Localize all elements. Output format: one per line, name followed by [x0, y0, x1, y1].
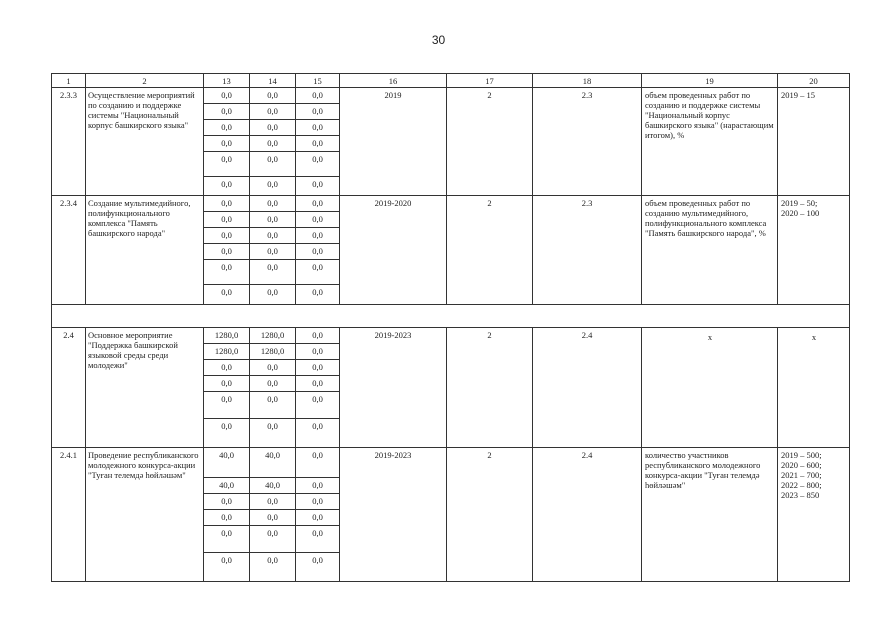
col-header: 13	[204, 74, 250, 88]
funding-value: 0,0	[250, 104, 295, 120]
funding-column-15	[296, 196, 340, 305]
funding-value: 0,0	[250, 136, 295, 152]
row-name: Создание мультимедийного, полифункционального комплекса "Память башкирского народа"	[86, 196, 204, 305]
funding-value: 0,0	[250, 244, 295, 260]
funding-value: 0,0	[204, 392, 249, 419]
funding-value: 0,0	[221, 179, 232, 189]
row-indicator: объем проведенных работ по созданию и поддержке системы "Национальный корпус башкирского языка" (нарастающим итогом), %	[642, 88, 778, 196]
funding-column-15	[296, 328, 340, 448]
header-row	[52, 74, 850, 88]
spacer-row	[52, 305, 850, 328]
row-col17: 2	[447, 88, 533, 196]
funding-value: 0,0	[296, 104, 339, 120]
funding-value: 40,0	[250, 478, 295, 494]
funding-value: 0,0	[250, 196, 295, 212]
row-name: Осуществление мероприятий по созданию и поддержке системы "Национальный корпус башкирского языка"	[86, 88, 204, 196]
row-years: 2019-2020	[340, 196, 447, 305]
funding-value: 0,0	[204, 526, 249, 553]
funding-value: 0,0	[250, 510, 295, 526]
col-header: 14	[250, 74, 296, 88]
funding-value: 0,0	[204, 360, 249, 376]
funding-value: 0,0	[204, 510, 249, 526]
funding-value: 0,0	[296, 152, 339, 177]
row-target-values: х	[778, 328, 850, 448]
funding-value: 0,0	[204, 88, 249, 104]
col-header: 16	[340, 74, 447, 88]
funding-value: 0,0	[296, 392, 339, 419]
funding-value: 0,0	[296, 228, 339, 244]
row-years: 2019-2023	[340, 448, 447, 582]
funding-value: 1280,0	[250, 328, 295, 344]
funding-value: 0,0	[296, 88, 339, 104]
funding-value: 0,0	[296, 360, 339, 376]
col-header: 19	[642, 74, 778, 88]
funding-column-14	[250, 196, 296, 305]
funding-value: 0,0	[296, 328, 339, 344]
col-header: 2	[86, 74, 204, 88]
col-header: 1	[52, 74, 86, 88]
funding-value: 40,0	[204, 448, 249, 478]
funding-column-13	[204, 196, 250, 305]
funding-value: 0,0	[296, 120, 339, 136]
funding-column-14	[250, 448, 296, 582]
row-indicator: объем проведенных работ по созданию мультимедийного, полифункционального комплекса "Память башкирского народа", %	[642, 196, 778, 305]
row-name: Основное мероприятие "Поддержка башкирской языковой среды среди молодежи"	[86, 328, 204, 448]
funding-column-13	[204, 328, 250, 448]
funding-value: 0,0	[204, 212, 249, 228]
funding-value: 0,0	[296, 196, 339, 212]
table-row	[52, 448, 850, 582]
funding-value: 0,0	[204, 376, 249, 392]
funding-value: 0,0	[267, 555, 278, 565]
row-indicator: х	[642, 328, 778, 448]
funding-value: 0,0	[250, 526, 295, 553]
row-col18: 2.3	[533, 88, 642, 196]
funding-column-14	[250, 88, 296, 196]
row-indicator: количество участников республиканского молодежного конкурса-акции "Туған телемдә һөйләшәм"	[642, 448, 778, 582]
funding-value: 0,0	[296, 260, 339, 285]
funding-value: 0,0	[204, 152, 249, 177]
funding-value: 0,0	[267, 421, 278, 431]
funding-value: 0,0	[204, 136, 249, 152]
funding-value: 0,0	[312, 179, 323, 189]
funding-value: 0,0	[296, 526, 339, 553]
funding-value: 0,0	[204, 120, 249, 136]
table-row	[52, 88, 850, 196]
funding-value: 0,0	[250, 88, 295, 104]
funding-column-13	[204, 88, 250, 196]
table-row	[52, 196, 850, 305]
funding-value: 0,0	[312, 421, 323, 431]
row-col18: 2.3	[533, 196, 642, 305]
row-col17: 2	[447, 328, 533, 448]
funding-value: 0,0	[221, 287, 232, 297]
row-col18: 2.4	[533, 328, 642, 448]
row-col17: 2	[447, 196, 533, 305]
row-col17: 2	[447, 448, 533, 582]
funding-value: 0,0	[250, 228, 295, 244]
funding-column-15	[296, 88, 340, 196]
row-target-values: 2019 – 50; 2020 – 100	[778, 196, 850, 305]
col-header: 15	[296, 74, 340, 88]
funding-value: 0,0	[267, 179, 278, 189]
col-header: 20	[778, 74, 850, 88]
funding-value: 0,0	[204, 228, 249, 244]
row-code: 2.4	[52, 328, 86, 448]
funding-column-15	[296, 448, 340, 582]
funding-value: 0,0	[250, 392, 295, 419]
funding-value: 40,0	[250, 448, 295, 478]
funding-value: 0,0	[296, 212, 339, 228]
funding-column-13	[204, 448, 250, 582]
row-code: 2.3.3	[52, 88, 86, 196]
funding-value: 0,0	[204, 196, 249, 212]
row-code: 2.3.4	[52, 196, 86, 305]
spacer-cell	[52, 305, 850, 328]
funding-value: 1280,0	[204, 344, 249, 360]
funding-value: 0,0	[296, 478, 339, 494]
funding-value: 0,0	[312, 287, 323, 297]
funding-value: 0,0	[204, 260, 249, 285]
funding-value: 0,0	[250, 360, 295, 376]
funding-value: 0,0	[250, 494, 295, 510]
funding-value: 0,0	[296, 136, 339, 152]
row-col18: 2.4	[533, 448, 642, 582]
funding-value: 0,0	[296, 376, 339, 392]
funding-value: 0,0	[250, 152, 295, 177]
funding-value: 0,0	[250, 212, 295, 228]
funding-value: 40,0	[204, 478, 249, 494]
funding-value: 1280,0	[250, 344, 295, 360]
funding-value: 0,0	[296, 244, 339, 260]
funding-value: 1280,0	[204, 328, 249, 344]
funding-value: 0,0	[250, 120, 295, 136]
program-table	[51, 73, 850, 582]
funding-value: 0,0	[221, 555, 232, 565]
funding-value: 0,0	[250, 260, 295, 285]
row-name: Проведение республиканского молодежного конкурса-акции "Туған телемдә һөйләшәм"	[86, 448, 204, 582]
row-target-values: 2019 – 500; 2020 – 600; 2021 – 700; 2022 – 800; 2023 – 850	[778, 448, 850, 582]
funding-value: 0,0	[204, 244, 249, 260]
col-header: 17	[447, 74, 533, 88]
funding-value: 0,0	[267, 287, 278, 297]
funding-value: 0,0	[296, 510, 339, 526]
row-target-values: 2019 – 15	[778, 88, 850, 196]
funding-value: 0,0	[296, 344, 339, 360]
funding-value: 0,0	[250, 376, 295, 392]
row-years: 2019	[340, 88, 447, 196]
funding-value: 0,0	[204, 104, 249, 120]
funding-value: 0,0	[221, 421, 232, 431]
funding-value: 0,0	[312, 555, 323, 565]
funding-value: 0,0	[204, 494, 249, 510]
funding-value: 0,0	[296, 494, 339, 510]
table-row	[52, 328, 850, 448]
page-number: 30	[431, 33, 446, 47]
funding-column-14	[250, 328, 296, 448]
funding-value: 0,0	[296, 448, 339, 478]
row-years: 2019-2023	[340, 328, 447, 448]
row-code: 2.4.1	[52, 448, 86, 582]
col-header: 18	[533, 74, 642, 88]
